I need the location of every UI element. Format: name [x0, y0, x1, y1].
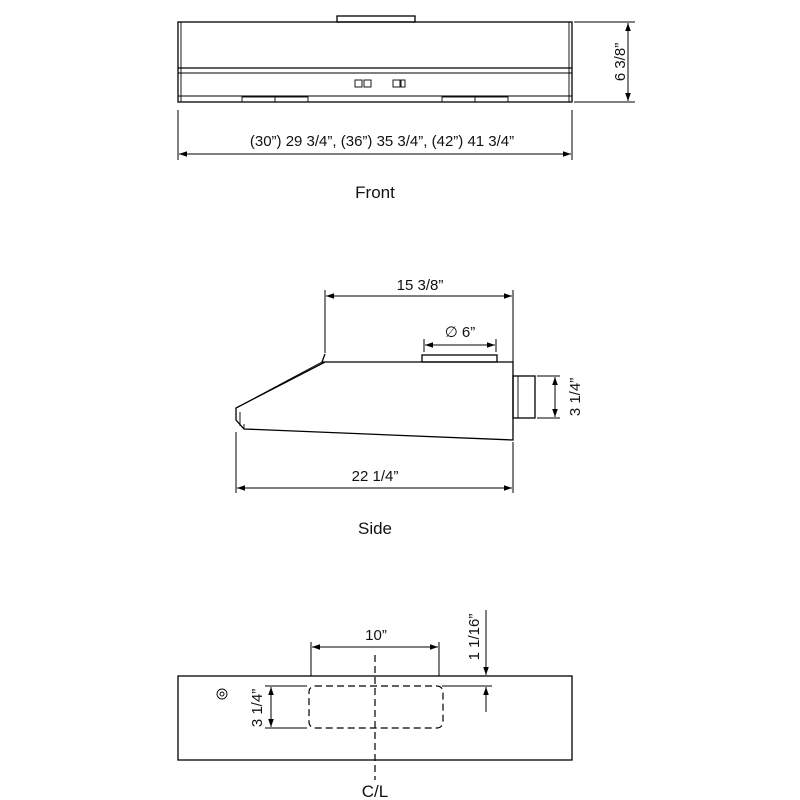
control-switches: [355, 80, 405, 87]
side-duct-collar: [422, 355, 497, 362]
duct-diameter-label: ∅ 6”: [444, 324, 476, 341]
knob-icon: [217, 689, 227, 699]
front-height-label: 6 3/8”: [612, 42, 629, 82]
side-hood-profile: [236, 354, 513, 440]
opening-depth-label: 3 1/4”: [249, 688, 266, 728]
side-view: [236, 277, 584, 538]
front-top-collar: [337, 16, 415, 22]
side-rear-outlet: [513, 376, 535, 418]
rear-outlet-label: 3 1/4”: [567, 377, 584, 417]
front-width-label: (30”) 29 3/4”, (36”) 35 3/4”, (42”) 41 3/4”: [249, 133, 515, 150]
front-caption: Front: [355, 183, 395, 202]
front-hood-body: [178, 22, 572, 102]
offset-label: 1 1/16”: [466, 613, 483, 661]
opening-width-label: 10”: [365, 627, 387, 644]
top-view: [178, 610, 572, 800]
front-view: [178, 16, 635, 202]
side-caption: Side: [357, 519, 393, 538]
side-total-depth-label: 22 1/4”: [351, 468, 399, 485]
centerline-label: C/L: [361, 782, 389, 800]
side-top-depth-label: 15 3/8”: [396, 277, 444, 294]
light-lenses: [242, 97, 508, 102]
duct-opening-outline: [309, 686, 443, 728]
